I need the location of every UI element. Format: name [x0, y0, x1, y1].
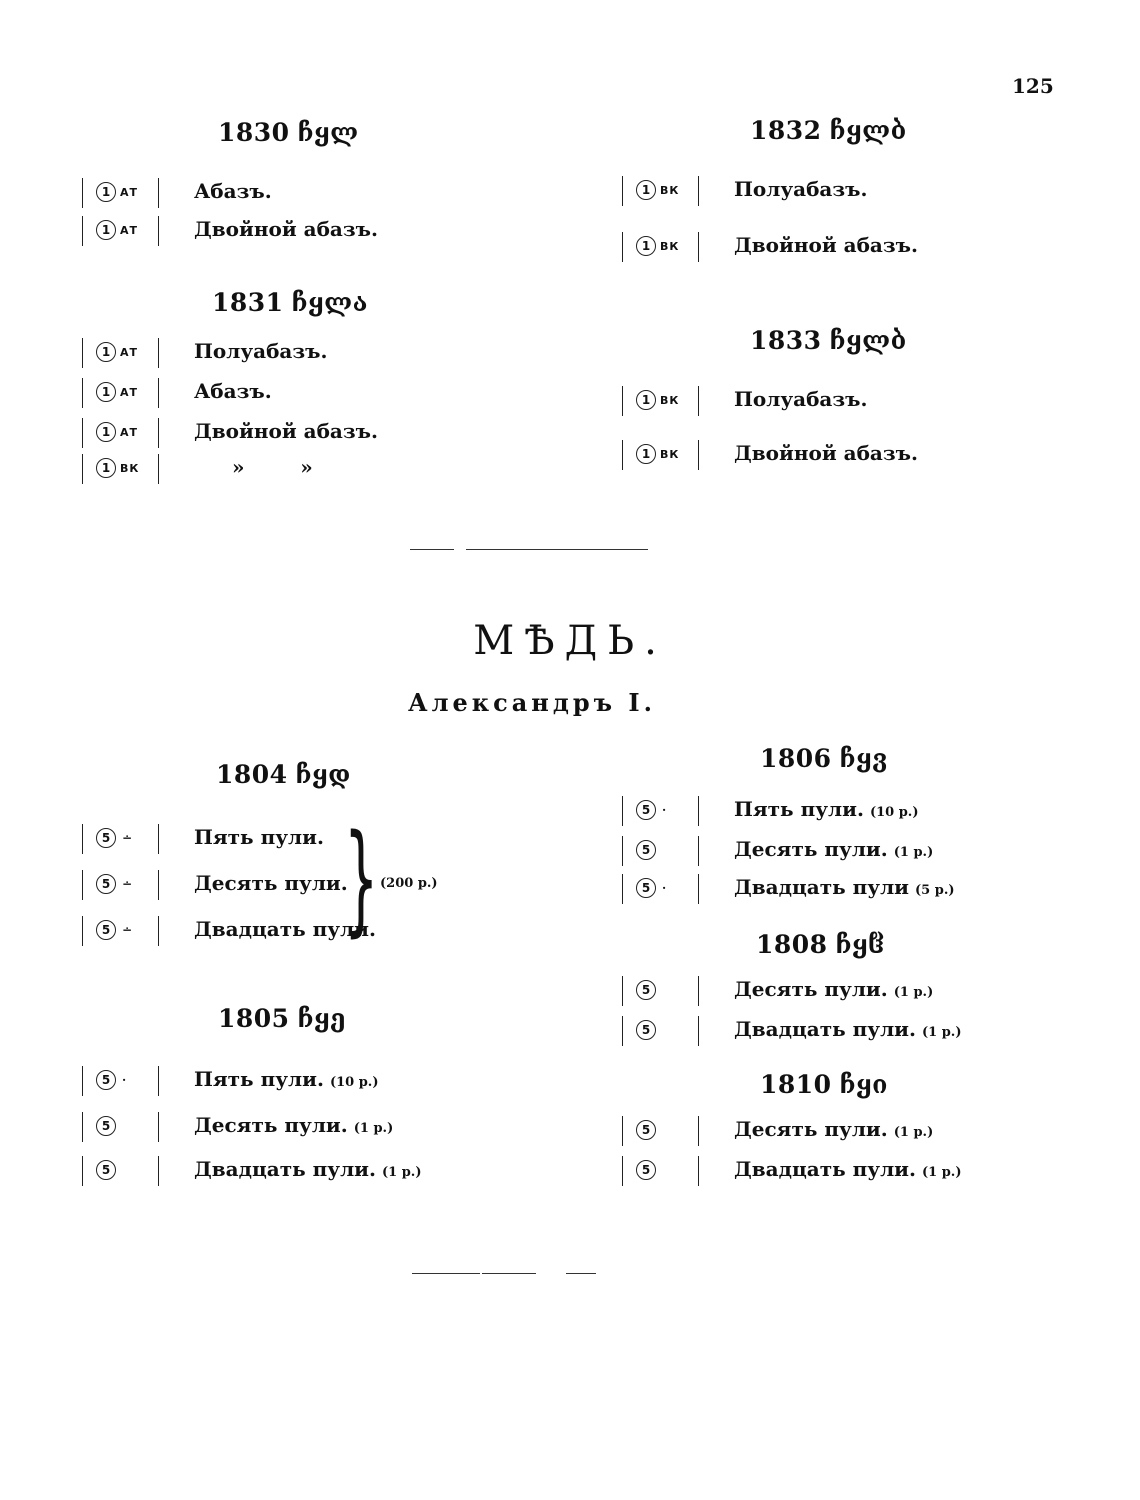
year-heading-1805 [218, 1004, 346, 1033]
section-divider [410, 549, 454, 550]
georgian-year: ჩყლ [297, 118, 359, 147]
denomination-circle: 5 [96, 1070, 116, 1090]
rule-mid [698, 232, 699, 262]
georgian-year: ჩყდ [295, 760, 351, 789]
brace-glyph: } [344, 810, 379, 949]
coin-entry [622, 174, 1102, 208]
coin-label: Двадцать пули. (1 р.) [734, 1157, 962, 1181]
coin-label: Полуабазъ. [734, 387, 868, 411]
year-number: 1833 [750, 326, 822, 355]
coin-mark [636, 180, 679, 200]
coin-entry [82, 376, 562, 410]
section-title: МѢДЬ. [473, 618, 667, 664]
rule-mid [158, 1156, 159, 1186]
denomination-circle: 5 [636, 1160, 656, 1180]
coin-label: Двадцать пули. (1 р.) [734, 1017, 962, 1041]
coin-mark [96, 828, 132, 848]
coin-mark [636, 1020, 660, 1040]
year-number: 1805 [218, 1004, 290, 1033]
coin-entry [82, 336, 562, 370]
rule-mid [158, 1066, 159, 1096]
year-heading-1804 [216, 760, 351, 789]
coin-mark [96, 422, 138, 442]
rule-mid [698, 796, 699, 826]
year-number: 1810 [760, 1070, 832, 1099]
year-number: 1806 [760, 744, 832, 773]
rule-left [622, 796, 623, 826]
coin-mark [96, 1070, 126, 1090]
denomination-circle: 1 [96, 382, 116, 402]
georgian-year: ჩყლბ [829, 326, 907, 355]
rule-left [82, 1066, 83, 1096]
coin-mark [96, 220, 138, 240]
rule-mid [698, 1116, 699, 1146]
rule-mid [158, 824, 159, 854]
coin-label: Пять пули. (10 р.) [194, 1067, 379, 1091]
dot-mark: · [662, 881, 667, 895]
year-number: 1830 [218, 118, 290, 147]
dot-mark: ∸ [122, 923, 133, 937]
rule-left [82, 216, 83, 246]
denomination-circle: 5 [96, 920, 116, 940]
coin-mark [96, 920, 132, 940]
rule-mid [698, 386, 699, 416]
rule-left [82, 1112, 83, 1142]
rule-left [622, 1116, 623, 1146]
year-heading-1810 [760, 1070, 888, 1099]
denomination-circle: 5 [636, 840, 656, 860]
rule-mid [158, 178, 159, 208]
mint-mark: АТ [120, 185, 139, 199]
coin-label: Двадцать пули. (1 р.) [194, 1157, 422, 1181]
rule-left [622, 836, 623, 866]
coin-label: » » [232, 455, 313, 479]
coin-mark [636, 800, 666, 820]
rule-mid [158, 1112, 159, 1142]
rule-left [622, 1156, 623, 1186]
rule-mid [698, 1016, 699, 1046]
denomination-circle: 1 [96, 342, 116, 362]
brace-note: (200 р.) [380, 876, 438, 891]
mint-mark: АТ [120, 385, 139, 399]
coin-mark [96, 182, 138, 202]
rule-left [82, 178, 83, 208]
rule-left [82, 1156, 83, 1186]
year-number: 1808 [756, 930, 828, 959]
rule-left [82, 418, 83, 448]
denomination-circle: 1 [636, 444, 656, 464]
coin-label: Абазъ. [194, 179, 272, 203]
coin-label: Полуабазъ. [194, 339, 328, 363]
coin-entry [82, 214, 562, 248]
rule-left [622, 1016, 623, 1046]
rule-mid [698, 1156, 699, 1186]
coin-entry [622, 438, 1102, 472]
year-heading-1830 [218, 118, 359, 147]
year-heading-1808 [756, 930, 885, 959]
coin-mark [636, 390, 679, 410]
coin-entry [82, 176, 562, 210]
rule-left [82, 870, 83, 900]
georgian-year: ჩყჱ [835, 930, 886, 959]
rule-mid [158, 870, 159, 900]
rule-mid [158, 378, 159, 408]
dot-mark: · [662, 803, 667, 817]
mint-mark: ВК [660, 239, 680, 253]
coin-mark [636, 444, 679, 464]
dot-mark: · [122, 1073, 127, 1087]
denomination-circle: 1 [96, 458, 116, 478]
coin-mark [636, 236, 679, 256]
dot-mark: ∸ [122, 877, 133, 891]
mint-mark: АТ [120, 425, 139, 439]
coin-entry [82, 914, 562, 948]
georgian-year: ჩყვ [839, 744, 888, 773]
coin-mark [636, 1120, 660, 1140]
rule-left [82, 338, 83, 368]
coin-label: Десять пули. (1 р.) [734, 977, 934, 1001]
rule-mid [158, 916, 159, 946]
georgian-year: ჩყლა [291, 288, 368, 317]
coin-label: Пять пули. (10 р.) [734, 797, 919, 821]
year-heading-1806 [760, 744, 888, 773]
coin-label: Двадцать пули (5 р.) [734, 875, 955, 899]
denomination-circle: 1 [636, 180, 656, 200]
rule-left [82, 378, 83, 408]
rule-left [622, 874, 623, 904]
rule-mid [698, 176, 699, 206]
coin-entry [82, 1064, 562, 1098]
denomination-circle: 1 [96, 182, 116, 202]
rule-mid [698, 836, 699, 866]
mint-mark: ВК [660, 393, 680, 407]
rule-mid [158, 418, 159, 448]
year-heading-1831 [212, 288, 368, 317]
ruler-title: Александръ I. [408, 688, 656, 717]
coin-mark [636, 980, 660, 1000]
dot-mark: ∸ [122, 831, 133, 845]
georgian-year: ჩყი [839, 1070, 888, 1099]
coin-label: Двойной абазъ. [734, 441, 918, 465]
coin-mark [636, 1160, 660, 1180]
denomination-circle: 5 [96, 874, 116, 894]
denomination-circle: 5 [96, 1116, 116, 1136]
rule-left [82, 824, 83, 854]
coin-entry [622, 1154, 1102, 1188]
coin-label: Десять пули. (1 р.) [194, 1113, 394, 1137]
coin-label: Десять пули. (1 р.) [734, 1117, 934, 1141]
coin-entry [622, 230, 1102, 264]
georgian-year: ჩყე [297, 1004, 346, 1033]
coin-entry [622, 794, 1102, 828]
coin-label: Двадцать пули. [194, 917, 376, 941]
mint-mark: ВК [660, 447, 680, 461]
rule-left [622, 232, 623, 262]
coin-entry [82, 452, 562, 486]
coin-mark [96, 1116, 120, 1136]
coin-mark [96, 382, 138, 402]
coin-entry [82, 868, 562, 902]
coin-entry [622, 872, 1102, 906]
mint-mark: ВК [660, 183, 680, 197]
rule-left [622, 976, 623, 1006]
section-divider [412, 1273, 480, 1274]
coin-label: Пять пули. [194, 825, 324, 849]
coin-entry [82, 822, 562, 856]
rule-mid [698, 440, 699, 470]
coin-entry [622, 384, 1102, 418]
coin-label: Двойной абазъ. [734, 233, 918, 257]
rule-left [622, 386, 623, 416]
mint-mark: ВК [120, 461, 140, 475]
denomination-circle: 5 [96, 828, 116, 848]
denomination-circle: 1 [636, 236, 656, 256]
year-heading-1832 [750, 116, 907, 145]
coin-entry [622, 1114, 1102, 1148]
rule-mid [698, 976, 699, 1006]
coin-entry [622, 1014, 1102, 1048]
coin-mark [96, 342, 138, 362]
georgian-year: ჩყლბ [829, 116, 907, 145]
year-number: 1831 [212, 288, 284, 317]
coin-label: Двойной абазъ. [194, 419, 378, 443]
denomination-circle: 5 [636, 1120, 656, 1140]
denomination-circle: 5 [636, 980, 656, 1000]
rule-mid [158, 454, 159, 484]
coin-mark [636, 840, 660, 860]
coin-label: Полуабазъ. [734, 177, 868, 201]
mint-mark: АТ [120, 345, 139, 359]
coin-mark [636, 878, 666, 898]
rule-mid [698, 874, 699, 904]
coin-entry [622, 974, 1102, 1008]
mint-mark: АТ [120, 223, 139, 237]
section-divider [466, 549, 648, 550]
denomination-circle: 5 [636, 800, 656, 820]
coin-label: Двойной абазъ. [194, 217, 378, 241]
coin-mark [96, 458, 139, 478]
rule-left [622, 176, 623, 206]
coin-mark [96, 874, 132, 894]
rule-mid [158, 216, 159, 246]
year-number: 1832 [750, 116, 822, 145]
coin-entry [622, 834, 1102, 868]
coin-label: Абазъ. [194, 379, 272, 403]
coin-label: Десять пули. [194, 871, 348, 895]
coin-entry [82, 1110, 562, 1144]
page-number: 125 [1012, 74, 1054, 98]
coin-mark [96, 1160, 120, 1180]
denomination-circle: 5 [636, 1020, 656, 1040]
rule-mid [158, 338, 159, 368]
rule-left [82, 916, 83, 946]
section-divider [566, 1273, 596, 1274]
section-divider [482, 1273, 536, 1274]
rule-left [82, 454, 83, 484]
denomination-circle: 1 [96, 422, 116, 442]
denomination-circle: 1 [636, 390, 656, 410]
rule-left [622, 440, 623, 470]
denomination-circle: 5 [636, 878, 656, 898]
year-heading-1833 [750, 326, 907, 355]
year-number: 1804 [216, 760, 288, 789]
coin-entry [82, 1154, 562, 1188]
denomination-circle: 5 [96, 1160, 116, 1180]
denomination-circle: 1 [96, 220, 116, 240]
coin-entry [82, 416, 562, 450]
coin-label: Десять пули. (1 р.) [734, 837, 934, 861]
